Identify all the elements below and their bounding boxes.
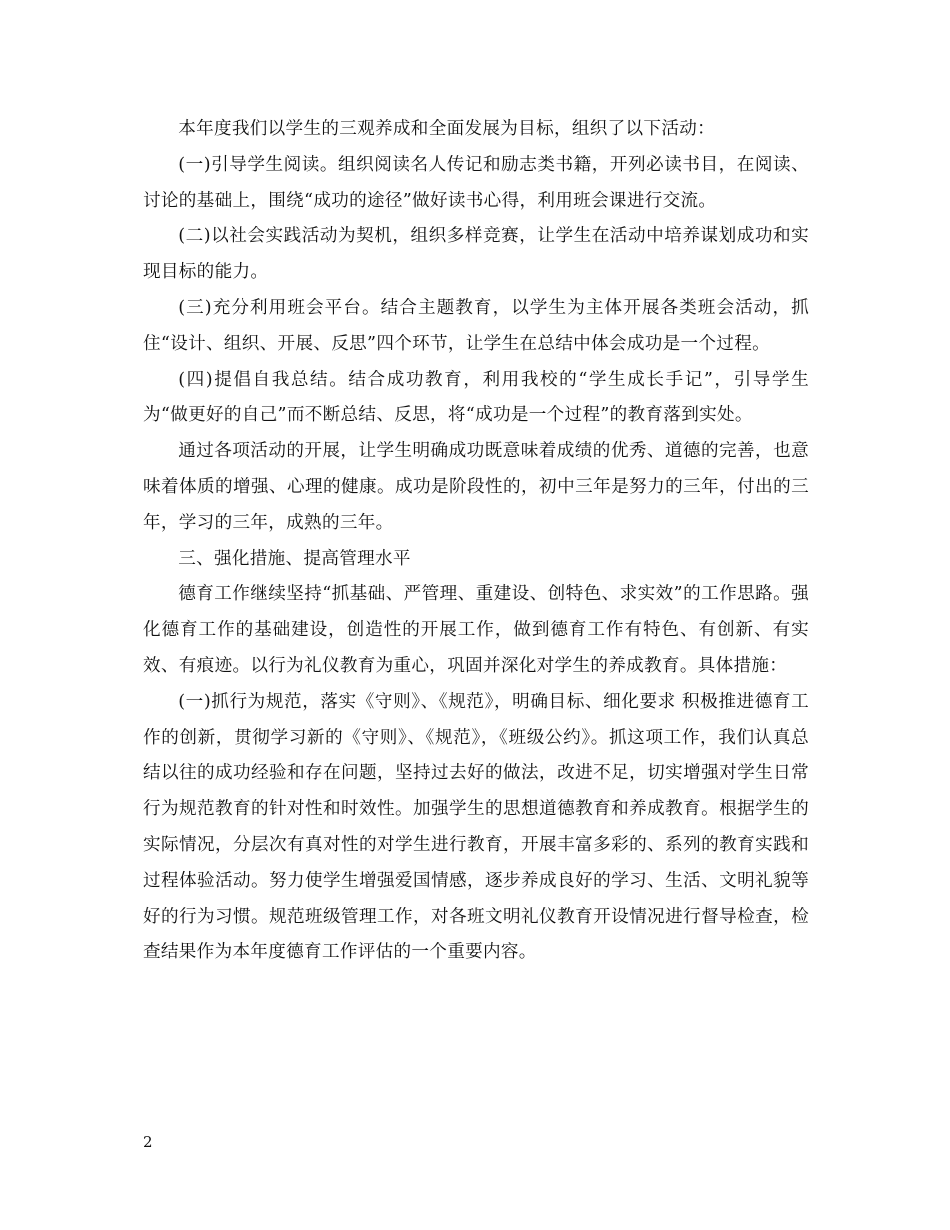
paragraph-activity-4: (四)提倡自我总结。结合成功教育，利用我校的“学生成长手记”，引导学生为“做更好的自己”而不断总结、反思，将“成功是一个过程”的教育落到实处。 xyxy=(143,369,809,426)
paragraph-section-intro: 德育工作继续坚持“抓基础、严管理、重建设、创特色、求实效”的工作思路。强化德育工作的基础建设，创造性的开展工作，做到德育工作有特色、有创新、有实效、有痕迹。以行为礼仪教育为重心，巩固并深化对学生的养成教育。具体措施： xyxy=(143,584,809,676)
paragraph-measure-1: (一)抓行为规范，落实《守则》、《规范》，明确目标、细化要求 积极推进德育工作的创新，贯彻学习新的《守则》、《规范》，《班级公约》。抓这项工作，我们认真总结以往的成功经验和存在问题，坚持过去好的做法，改进不足，切实增强对学生日常行为规范教育的针对性和时效性。加强学生的思想道德教育和养成教育。根据学生的实际情况，分层次有真对性的对学生进行教育，开展丰富多彩的、系列的教育实践和过程体验活动。努力使学生增强爱国情感，逐步养成良好的学习、生活、文明礼貌等好的行为习惯。规范班级管理工作，对各班文明礼仪教育开设情况进行督导检查，检查结果作为本年度德育工作评估的一个重要内容。 xyxy=(143,691,809,963)
paragraph-summary: 通过各项活动的开展，让学生明确成功既意味着成绩的优秀、道德的完善，也意味着体质的增强、心理的健康。成功是阶段性的，初中三年是努力的三年，付出的三年，学习的三年，成熟的三年。 xyxy=(143,441,809,533)
document-body xyxy=(143,112,809,971)
section-heading-3: 三、强化措施、提高管理水平 xyxy=(178,548,411,569)
paragraph-activity-2: (二)以社会实践活动为契机，组织多样竞赛，让学生在活动中培养谋划成功和实现目标的能力。 xyxy=(143,226,809,283)
page-number: 2 xyxy=(143,1133,153,1151)
paragraph-intro: 本年度我们以学生的三观养成和全面发展为目标，组织了以下活动： xyxy=(178,119,716,139)
paragraph-activity-1: (一)引导学生阅读。组织阅读名人传记和励志类书籍，开列必读书目，在阅读、讨论的基础上，围绕“成功的途径”做好读书心得，利用班会课进行交流。 xyxy=(143,154,809,211)
paragraph-activity-3: (三)充分利用班会平台。结合主题教育，以学生为主体开展各类班会活动，抓住“设计、组织、开展、反思”四个环节，让学生在总结中体会成功是一个过程。 xyxy=(143,297,809,354)
